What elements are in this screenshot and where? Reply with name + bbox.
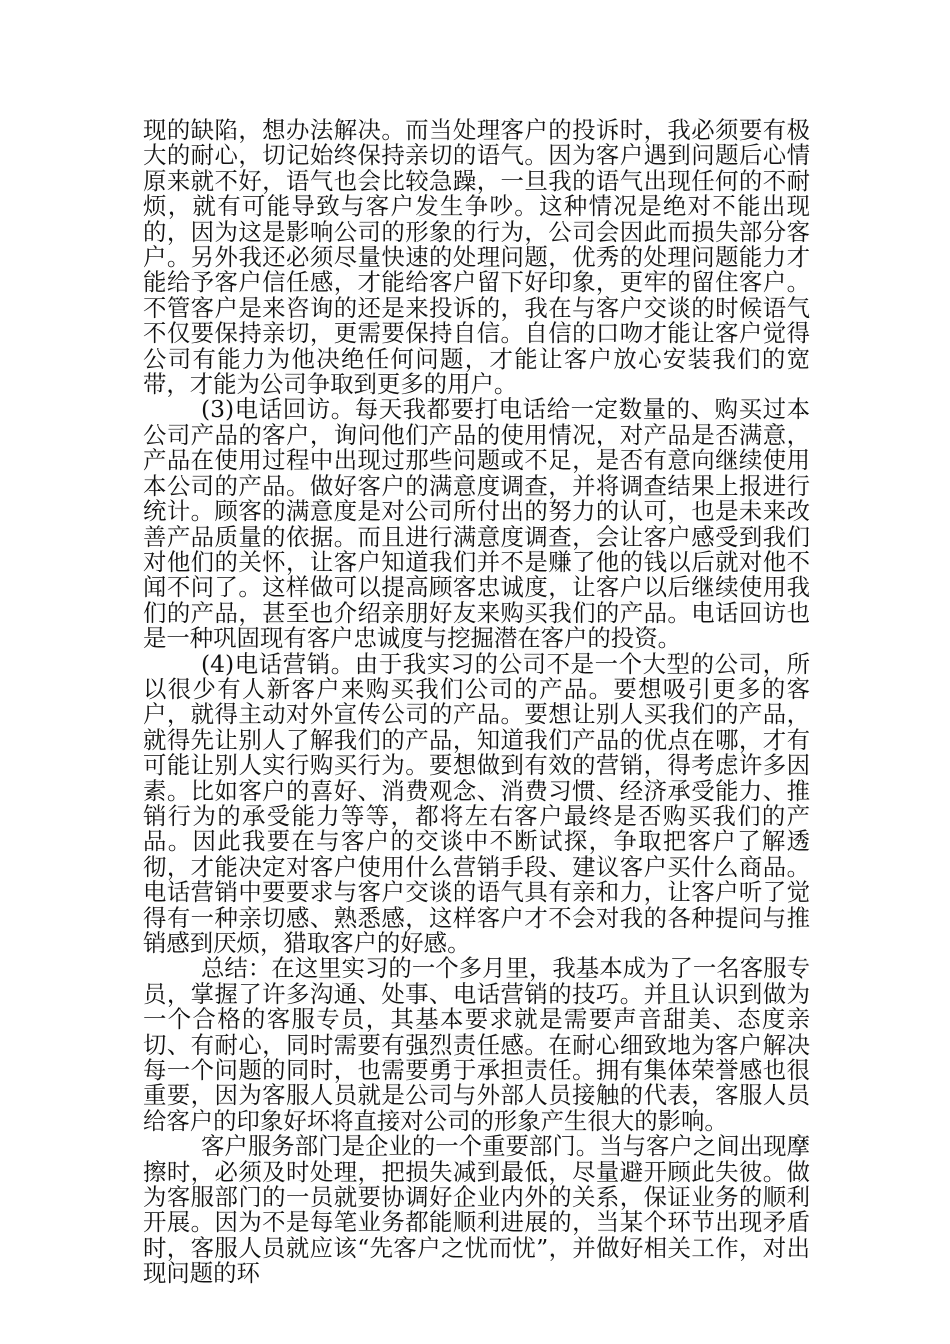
body-text <box>143 118 810 1287</box>
paragraph-phone-marketing: (4)电话营销。由于我实习的公司不是一个大型的公司，所以很少有人新客户来购买我们公司的产品。要想吸引更多的客户，就得主动对外宣传公司的产品。要想让别人买我们的产品，就得先让别人了解我们的产品，知道我们产品的优点在哪，才有可能让别人实行购买行为。要想做到有效的营销，得考虑许多因素。比如客户的喜好、消费观念、消费习惯、经济承受能力、推销行为的承受能力等等，都将左右客户最终是否购买我们的产品。因此我要在与客户的交谈中不断试探，争取把客户了解透彻，才能决定对客户使用什么营销手段、建议客户买什么商品。电话营销中要要求与客户交谈的语气具有亲和力，让客户听了觉得有一种亲切感、熟悉感，这样客户才不会对我的各种提问与推销感到厌烦，猎取客户的好感。 <box>143 649 810 957</box>
paragraph-phone-callback: (3)电话回访。每天我都要打电话给一定数量的、购买过本公司产品的客户，询问他们产品的使用情况，对产品是否满意，产品在使用过程中出现过那些问题或不足，是否有意向继续使用本公司的产品。做好客户的满意度调查，并将调查结果上报进行统计。顾客的满意度是对公司所付出的努力的认可，也是未来改善产品质量的依据。而且进行满意度调查，会让客户感受到我们对他们的关怀，让客户知道我们并不是赚了他的钱以后就对他不闻不问了。这样做可以提高顾客忠诚度，让客户以后继续使用我们的产品，甚至也介绍亲朋好友来购买我们的产品。电话回访也是一种巩固现有客户忠诚度与挖掘潜在客户的投资。 <box>143 395 810 653</box>
paragraph-customer-service: 客户服务部门是企业的一个重要部门。当与客户之间出现摩擦时，必须及时处理，把损失减到最低，尽量避开顾此失彼。做为客服部门的一员就要协调好企业内外的关系，保证业务的顺利开展。因为不是每笔业务都能顺利进展的，当某个环节出现矛盾时，客服人员就应该“先客户之忧而忧”，并做好相关工作，对出现问题的环 <box>143 1132 810 1288</box>
paragraph-continuation: 现的缺陷，想办法解决。而当处理客户的投诉时，我必须要有极大的耐心，切记始终保持亲切的语气。因为客户遇到问题后心情原来就不好，语气也会比较急躁，一旦我的语气出现任何的不耐烦，就有可能导致与客户发生争吵。这种情况是绝对不能出现的，因为这是影响公司的形象的行为，公司会因此而损失部分客户。另外我还必须尽量快速的处理问题，优秀的处理问题能力才能给予客户信任感，才能给客户留下好印象，更牢的留住客户。不管客户是来咨询的还是来投诉的，我在与客户交谈的时候语气不仅要保持亲切，更需要保持自信。自信的口吻才能让客户觉得公司有能力为他决绝任何问题，才能让客户放心安装我们的宽带，才能为公司争取到更多的用户。 <box>143 116 810 399</box>
paragraph-summary: 总结：在这里实习的一个多月里，我基本成为了一名客服专员，掌握了许多沟通、处事、电话营销的技巧。并且认识到做为一个合格的客服专员，其基本要求就是需要声音甜美、态度亲切、有耐心，同时需要有强烈责任感。在耐心细致地为客户解决每一个问题的同时，也需要勇于承担责任。拥有集体荣誉感也很重要，因为客服人员就是公司与外部人员接触的代表，客服人员给客户的印象好坏将直接对公司的形象产生很大的影响。 <box>143 954 810 1135</box>
